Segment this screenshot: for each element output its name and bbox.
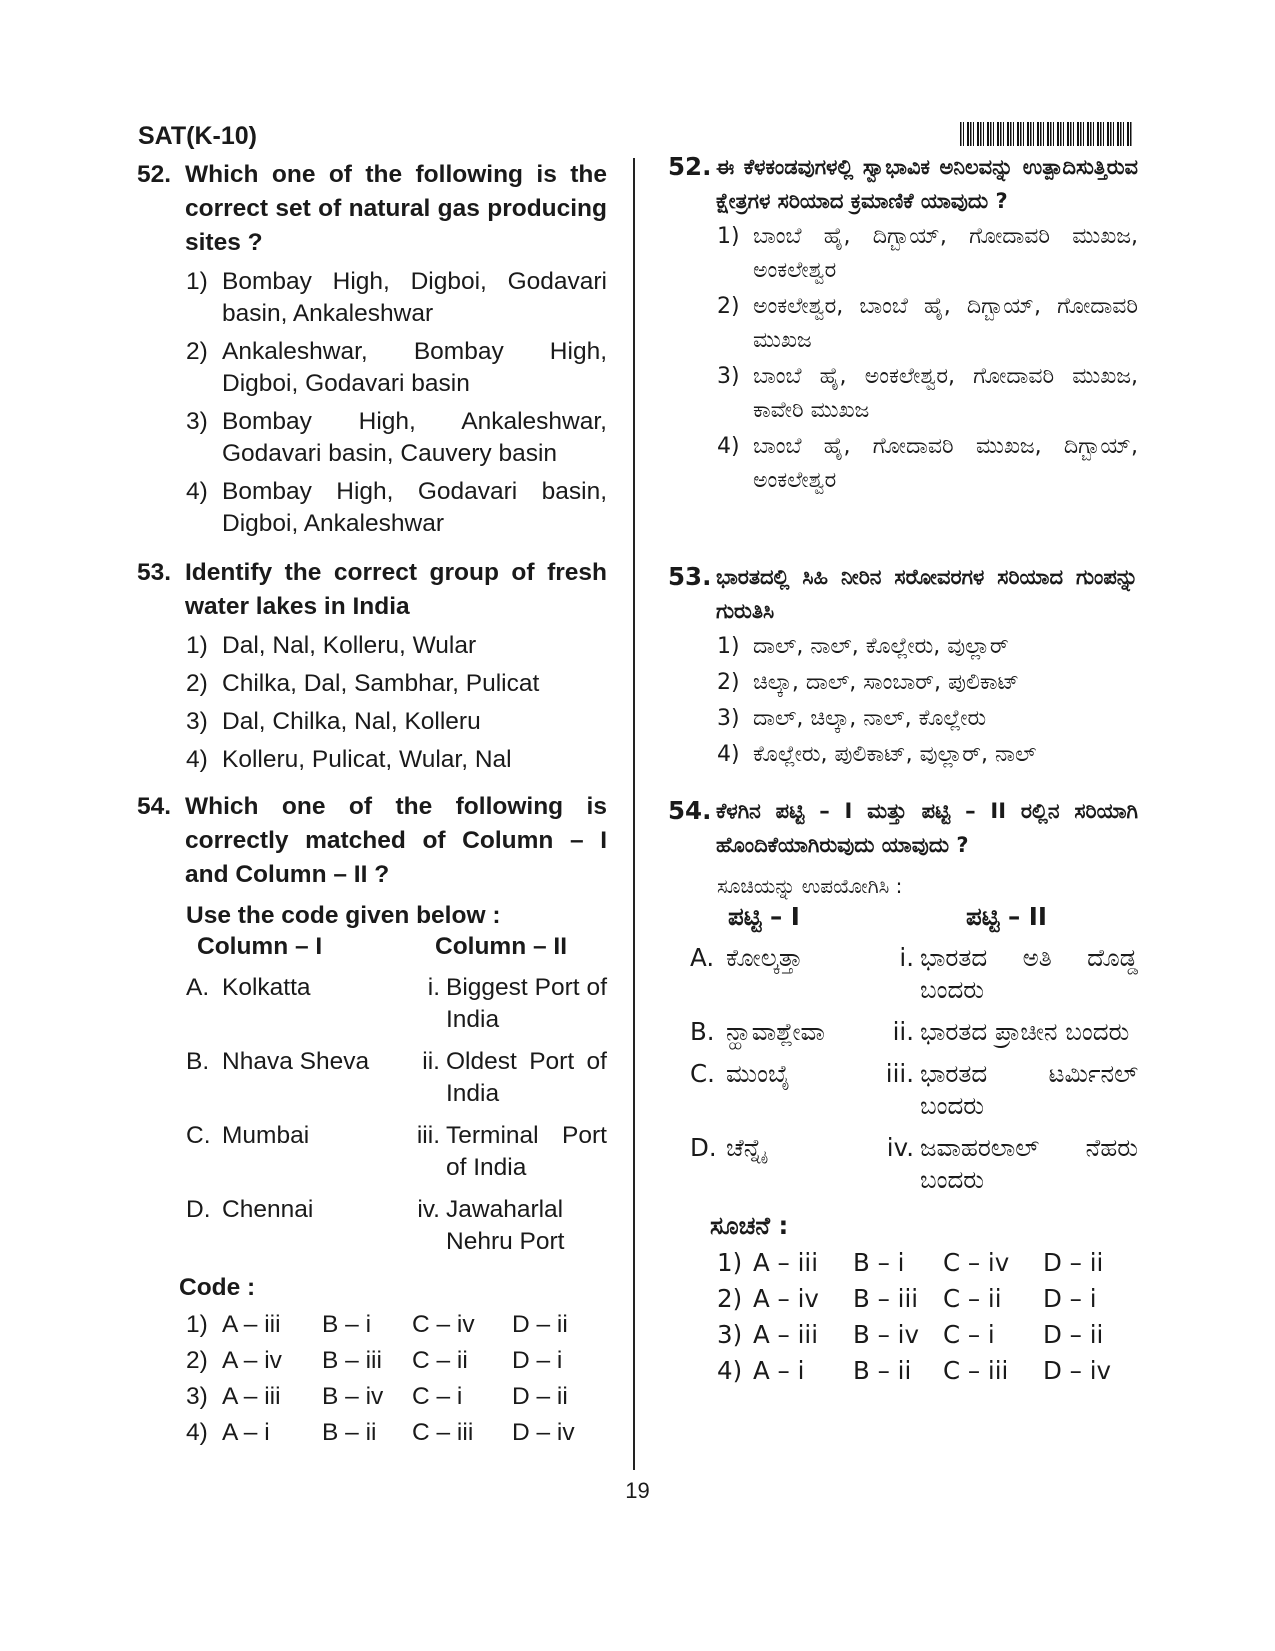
question-52-kn [668,150,1138,498]
option: 2) Ankaleshwar, Bombay High, Digboi, Godavari basin [186,338,607,397]
question-text: Which one of the following is the correct set of natural gas producing sites ? [185,161,607,256]
question-number: 52. [137,161,172,188]
question-54-en [137,790,607,1448]
option: 3) ದಾಲ್, ಚಿಲ್ಕಾ, ನಾಲ್, ಕೊಲ್ಲೇರು [717,706,987,731]
column-headers: ಪಟ್ಟಿ – I ಪಟ್ಟಿ – II [728,902,1048,931]
question-54-kn [668,794,1138,1386]
question-53-kn [668,560,1138,772]
match-row: D. ಚೆನ್ನೈ iv. ಜವಾಹರಲಾಲ್ ನೆಹರು ಬಂದರು [690,1133,1138,1194]
match-row: A. ಕೋಲ್ಕತ್ತಾ i. ಭಾರತದ ಅತಿ ದೊಡ್ಡ ಬಂದರು [690,943,1138,1004]
code-label: Code : [179,1274,256,1301]
option: 3) ಬಾಂಬೆ ಹೈ, ಅಂಕಲೇಶ್ವರ, ಗೋದಾವರಿ ಮುಖಜ, ಕಾವೇರಿ ಮುಖಜ [717,364,1138,423]
match-row: C. ಮುಂಬೈ iii. ಭಾರತದ ಟರ್ಮಿನಲ್ ಬಂದರು [690,1059,1138,1120]
code-option: 2) A – iv B – iii C – ii D – i [186,1347,563,1374]
question-text: ಭಾರತದಲ್ಲಿ ಸಿಹಿ ನೀರಿನ ಸರೋವರಗಳ ಸರಿಯಾದ ಗುಂಪನ್ನು ಗುರುತಿಸಿ [716,565,1138,623]
instruction: Use the code given below : [186,902,501,929]
option: 3) Dal, Chilka, Nal, Kolleru [186,708,481,735]
option: 1) Dal, Nal, Kolleru, Wular [186,632,477,659]
question-text: ಈ ಕೆಳಕಂಡವುಗಳಲ್ಲಿ ಸ್ವಾಭಾವಿಕ ಅನಿಲವನ್ನು ಉತ್ಪಾದಿಸುತ್ತಿರುವ ಕ್ಷೇತ್ರಗಳ ಸರಿಯಾದ ಕ್ರಮಾಣಿಕೆ ಯಾವುದು ? [716,155,1138,213]
option: 4) ಕೊಲ್ಲೇರು, ಪುಲಿಕಾಟ್, ವುಲ್ಲಾರ್, ನಾಲ್ [717,742,1037,767]
match-row: D. Chennai iv. Jawaharlal Nehru Port [186,1196,565,1255]
code-option: 1) A – iii B – i C – iv D – ii [717,1248,1104,1277]
question-number: 52. [668,152,712,181]
option: 4) Bombay High, Godavari basin, Digboi, Ankaleshwar [186,478,607,537]
page-number: 19 [625,1478,650,1503]
question-number: 53. [668,562,712,591]
option: 4) Kolleru, Pulicat, Wular, Nal [186,746,512,773]
question-text: ಕೆಳಗಿನ ಪಟ್ಟಿ – I ಮತ್ತು ಪಟ್ಟಿ – II ರಲ್ಲಿನ ಸರಿಯಾಗಿ ಹೊಂದಿಕೆಯಾಗಿರುವುದು ಯಾವುದು ? [716,799,1138,857]
code-option: 3) A – iii B – iv C – i D – ii [717,1320,1104,1349]
column-divider [633,158,635,1470]
question-text: Which one of the following is correctly matched of Column – I and Column – II ? [185,793,607,888]
option: 4) ಬಾಂಬೆ ಹೈ, ಗೋದಾವರಿ ಮುಖಜ, ದಿಗ್ಬಾಯ್, ಅಂಕಲೇಶ್ವರ [717,434,1138,493]
code-option: 2) A – iv B – iii C – ii D – i [717,1284,1097,1313]
question-53-en [137,556,607,776]
barcode [960,122,1132,146]
question-number: 54. [137,793,172,820]
option: 1) ಬಾಂಬೆ ಹೈ, ದಿಗ್ಬಾಯ್, ಗೋದಾವರಿ ಮುಖಜ, ಅಂಕಲೇಶ್ವರ [717,224,1138,283]
code-option: 4) A – i B – ii C – iii D – iv [717,1356,1111,1385]
code-label: ಸೂಚನೆ : [710,1211,789,1240]
question-52-en [137,158,607,540]
option: 2) ಅಂಕಲೇಶ್ವರ, ಬಾಂಬೆ ಹೈ, ದಿಗ್ಬಾಯ್, ಗೋದಾವರಿ ಮುಖಜ [717,294,1138,353]
option: 1) ದಾಲ್, ನಾಲ್, ಕೊಲ್ಲೇರು, ವುಲ್ಲಾರ್ [717,634,1009,659]
match-row: C. Mumbai iii. Terminal Port of India [186,1122,607,1181]
option: 2) Chilka, Dal, Sambhar, Pulicat [186,670,540,697]
question-text: Identify the correct group of fresh water lakes in India [185,559,607,620]
code-option: 3) A – iii B – iv C – i D – ii [186,1383,568,1410]
option: 3) Bombay High, Ankaleshwar, Godavari basin, Cauvery basin [186,408,607,467]
question-number: 53. [137,559,172,586]
match-row: A. Kolkatta i. Biggest Port of India [186,974,607,1033]
paper-code: SAT(K-10) [138,122,257,150]
code-option: 1) A – iii B – i C – iv D – ii [186,1311,568,1338]
option: 2) ಚಿಲ್ಕಾ, ದಾಲ್, ಸಾಂಬಾರ್, ಪುಲಿಕಾಟ್ [717,670,1020,695]
question-number: 54. [668,796,712,825]
match-row: B. ನ್ಹಾವಾಶ್ಲೇವಾ ii. ಭಾರತದ ಪ್ರಾಚೀನ ಬಂದರು [690,1017,1130,1046]
match-row: B. Nhava Sheva ii. Oldest Port of India [186,1048,607,1107]
code-option: 4) A – i B – ii C – iii D – iv [186,1419,575,1446]
instruction: ಸೂಚಿಯನ್ನು ಉಪಯೋಗಿಸಿ : [717,874,903,898]
column-headers: Column – I Column – II [197,933,568,960]
option: 1) Bombay High, Digboi, Godavari basin, Ankaleshwar [186,268,607,327]
